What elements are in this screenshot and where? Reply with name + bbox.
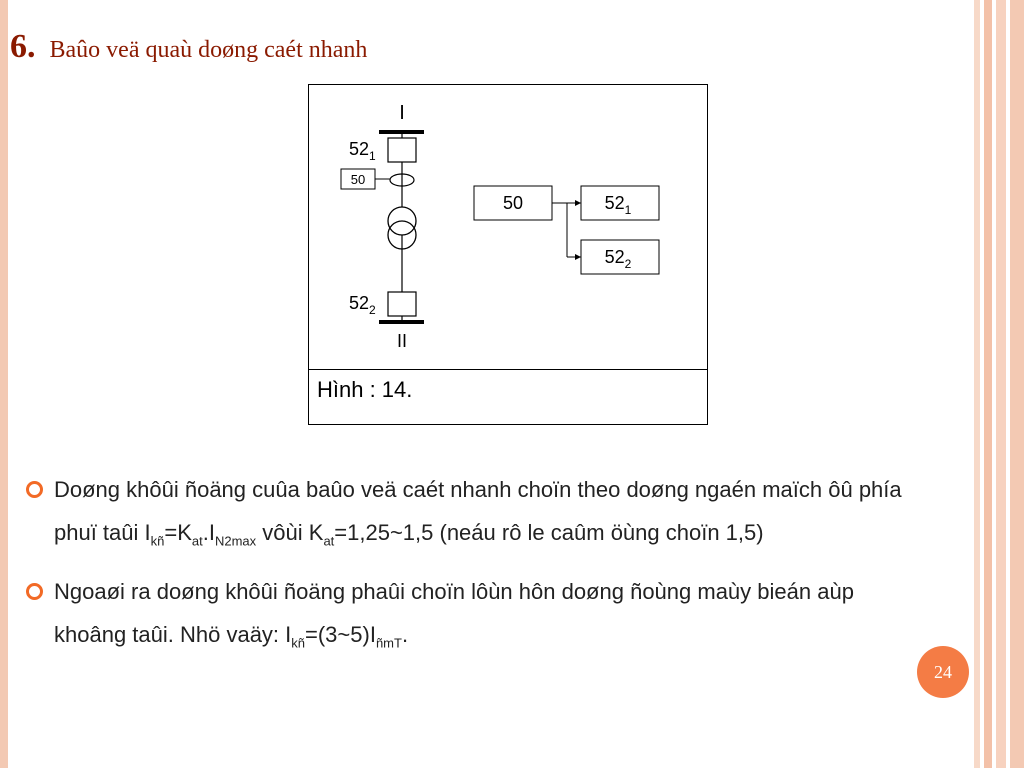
logic-out2-label: $52_2$	[604, 247, 632, 271]
figure-14	[308, 84, 708, 425]
breaker-top-label: $52_1$	[349, 139, 376, 163]
bullet-list	[26, 468, 916, 673]
logic-out1-label: $52_1$	[604, 193, 632, 217]
bullet-circle-icon	[26, 583, 43, 600]
title-number: 6.	[10, 28, 36, 65]
arrow-out2	[575, 254, 581, 260]
bus-top-label: I	[399, 102, 405, 124]
breaker-top	[388, 138, 416, 162]
title-text: Baûo veä quaù doøng caét nhanh	[49, 37, 368, 63]
breaker-bottom-label: $52_2$	[349, 293, 376, 317]
caption-divider	[309, 369, 707, 370]
left-decor-band	[0, 0, 8, 768]
slide-title	[10, 28, 367, 66]
page-number-badge: 24	[917, 646, 969, 698]
breaker-bottom	[388, 292, 416, 316]
bullet-item-2: Ngoaøi ra doøng khôûi ñoäng phaûi choïn lôùn hôn doøng ñoùng maùy bieán aùp khoâng taûi. Nhö vaäy: $I_{kñ}=(3\sim 5)I_{ñmT}$.	[26, 570, 916, 664]
bus-bottom-label: II	[396, 331, 408, 351]
right-decor-stripes	[974, 0, 1024, 768]
logic-relay-label: 50	[502, 193, 524, 213]
protection-diagram	[309, 85, 707, 424]
bullet-item-1: Doøng khôûi ñoäng cuûa baûo veä caét nhanh choïn theo doøng ngaén maïch ôû phía phuï taûi $I_{kñ}=K_{at}.I_{N2max}$ vôùi $K_{at}=1,25\sim 1,5$ (neáu rô le caûm öùng choïn 1,5)	[26, 468, 916, 562]
relay-tag: 50	[350, 172, 366, 187]
bullet-circle-icon	[26, 481, 43, 498]
arrow-out1	[575, 200, 581, 206]
figure-caption: Hình : 14.	[317, 377, 413, 402]
